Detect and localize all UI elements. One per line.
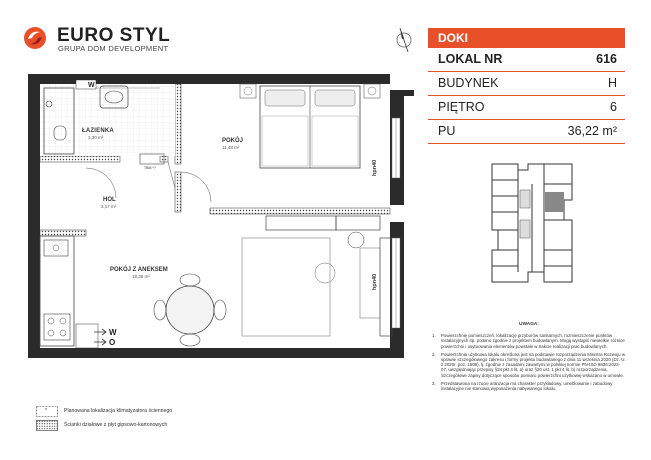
apartment-info-panel [428,28,625,144]
room-area-pokoj: 11,48 m² [222,145,240,150]
note-number: 3. [432,380,436,386]
note-text: Powierzchnia użytkowa lokalu określona jest na podstawie rozporządzenia Ministra Rozwoju w sprawie szczegółowego zakresu i formy projektu budowlanego z dnia 11 września 2020 (Dz. U. z 2020r. poz. 1609), tj. zgodnie z zasadami zawartymi w polskiej normie PN-ISO 9836:2022-07, uwzględniając przepisy §34 pkt 4 lit. a) oraz §20 ust. 1 pkt 4 lit. b) rozporządzenia. Szczegółowe zapisy dotyczące sposobu pomiaru powierzchni użytkowej wskazano w umowie. [441,351,626,378]
hpn-label-bottom: hpn40 [372,273,378,290]
info-value: 616 [596,52,617,66]
info-row-pu [428,120,625,144]
hpn-label-top: hpn40 [372,159,378,176]
floor-plan [20,68,415,368]
room-area-lazienka: 3,30 m² [88,135,104,140]
room-label-pokoj: POKÓJ [222,138,244,144]
o-label-bottom: O [109,338,116,347]
drywall-legend-icon [36,420,58,431]
room-label-lazienka: ŁAZIENKA [82,128,114,134]
building-floor-minimap [488,160,576,286]
room-area-aneks: 18,35 m² [132,274,150,279]
info-row-lokal [428,48,625,72]
info-row-pietro [428,96,625,120]
investment-name-header: DOKI [428,28,625,48]
room-area-hol: 3,17 m² [101,204,117,209]
note-number: 1. [432,333,436,339]
info-label: PU [438,124,456,138]
info-label: LOKAL NR [438,52,503,66]
highlighted-unit [545,192,564,212]
note-item [432,333,626,349]
wm-label: TBM *? [144,166,156,170]
info-label: PIĘTRO [438,100,485,114]
brand-subtitle: GRUPA DOM DEVELOPMENT [58,44,169,53]
note-item [432,352,626,378]
room-label-aneks: POKÓJ Z ANEKSEM [110,267,168,273]
info-label: BUDYNEK [438,76,499,90]
svg-text:*: * [45,408,47,414]
w-label-top: W [88,82,95,89]
euro-styl-logo-icon [23,26,47,50]
note-number: 2. [432,351,436,357]
note-item [432,381,626,391]
north-compass-icon [392,24,416,54]
info-value: H [607,76,617,90]
ac-location-legend-icon [36,406,58,417]
note-text: Powierzchnię pomieszczeń, lokalizację przyborów sanitarnych, rozmieszczenie punktów instalacyjnych itp. podano zgodnie z projektem budowlanym. Mogą wystąpić niewielkie różnice powierzchni i usytuowania elementów powstałe w trakcie realizacji prac budowlanych. [441,333,625,349]
room-label-hol: HOL [103,197,116,203]
info-value: 6 [610,100,617,114]
brand-name: EURO STYL [57,25,171,46]
info-value: 36,22 m² [567,124,617,138]
note-text: Przedstawiona na rzucie aranżacja ma charakter przykładowy, umeblowanie i zabudowy instalacyjne nie stanowią wyposażenia nabywanego lokalu. [441,380,613,392]
legend-ac-text: Planowana lokalizacja klimatyzatora ściennego [64,408,173,414]
info-row-budynek [428,72,625,96]
legend-drywall-text: Ścianki działowe z płyt gipsowo-kartonowych [64,422,168,428]
w-label-bottom: W [109,328,117,337]
notes-title: UWAGA: [519,322,539,327]
notes-section [432,322,626,394]
